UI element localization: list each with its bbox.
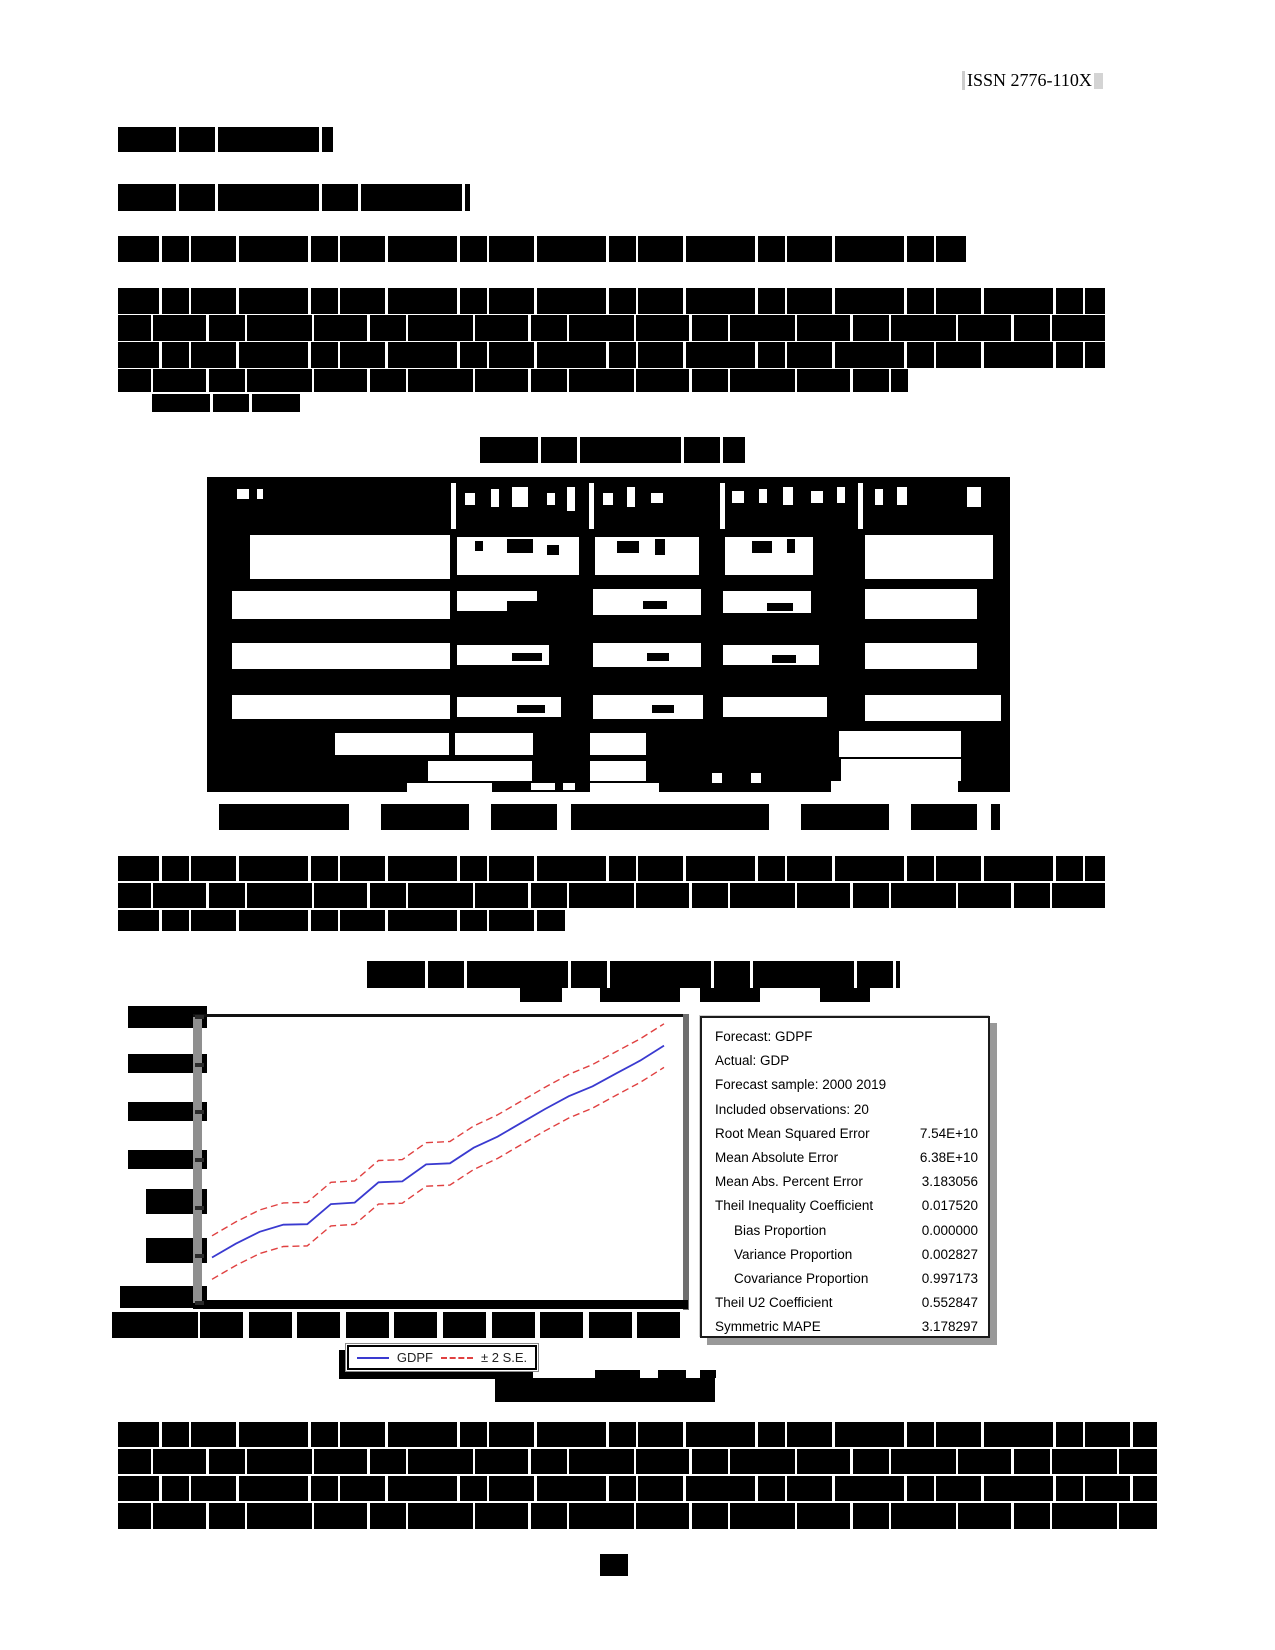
table-cell-gap xyxy=(720,483,725,529)
table-cell-gap xyxy=(455,733,533,755)
table-cell-gap xyxy=(595,537,699,575)
redacted-x-tick-label xyxy=(297,1312,340,1338)
redacted-table-cell xyxy=(507,601,539,611)
table-cell-gap xyxy=(875,489,883,505)
stat-value: 0.552847 xyxy=(921,1295,978,1311)
table-cell-gap xyxy=(590,733,646,755)
stats-row xyxy=(715,1315,978,1339)
redacted-x-tick-label xyxy=(443,1312,486,1338)
redacted-figure-title xyxy=(600,988,680,1002)
redacted-paragraph-line xyxy=(118,1476,1157,1501)
table-cell-gap xyxy=(237,489,249,499)
redacted-table-title xyxy=(480,437,745,463)
stats-row xyxy=(715,1243,978,1267)
table-cell-gap xyxy=(759,489,767,503)
redacted-table-cell xyxy=(655,539,665,555)
legend-gdpf-label: GDPF xyxy=(396,1350,433,1365)
redacted-table-cell xyxy=(752,541,772,553)
plot-right-border xyxy=(683,1014,689,1310)
redacted-x-tick-label xyxy=(249,1312,292,1338)
table-cell-gap xyxy=(451,483,456,529)
table-cell-gap xyxy=(858,483,863,529)
table-cell-gap xyxy=(712,773,722,783)
stat-label: Covariance Proportion xyxy=(734,1271,869,1287)
table-cell-gap xyxy=(232,591,450,619)
table-cell-gap xyxy=(723,645,819,665)
redacted-paragraph-line xyxy=(118,1449,1157,1474)
table-cell-gap xyxy=(865,643,977,669)
table-cell-gap xyxy=(457,697,561,717)
table-cell-gap xyxy=(491,489,499,507)
redacted-paragraph-line xyxy=(118,883,1105,908)
table-cell-gap xyxy=(651,493,663,503)
redacted-paragraph-line xyxy=(118,315,1105,341)
stat-label: Mean Abs. Percent Error xyxy=(715,1174,863,1190)
stats-actual-name: Actual: GDP xyxy=(715,1053,790,1069)
table-cell-gap xyxy=(232,695,450,719)
redacted-paragraph-line xyxy=(118,288,1105,314)
stat-value: 6.38E+10 xyxy=(919,1150,978,1166)
legend-se-label: ± 2 S.E. xyxy=(480,1350,528,1365)
stat-label: Theil U2 Coefficient xyxy=(715,1295,833,1311)
redacted-figure-title xyxy=(367,961,900,988)
redacted-paragraph-line xyxy=(118,1422,1157,1447)
table-cell-gap xyxy=(428,761,532,781)
redacted-paragraph-line xyxy=(118,856,1105,881)
redacted-figure-title xyxy=(700,988,760,1002)
table-cell-gap xyxy=(567,487,575,511)
issn-header xyxy=(962,70,1103,91)
table-cell-gap xyxy=(839,731,961,757)
stats-row xyxy=(715,1267,978,1291)
redacted-table-cell xyxy=(617,541,639,553)
stat-label: Symmetric MAPE xyxy=(715,1319,821,1335)
redacted-table-cell xyxy=(772,655,796,663)
redacted-paragraph-line xyxy=(118,910,565,931)
redacted-table-cell xyxy=(547,545,559,555)
table-cell-gap xyxy=(531,783,555,790)
table-cell-gap xyxy=(783,487,793,505)
table-cell-gap xyxy=(837,487,845,503)
redacted-x-tick-label xyxy=(540,1312,583,1338)
table-cell-gap xyxy=(335,733,449,755)
table-cell-gap xyxy=(590,761,646,781)
stat-value: 7.54E+10 xyxy=(919,1125,978,1141)
stat-label: Mean Absolute Error xyxy=(715,1150,839,1166)
table-cell-gap xyxy=(865,535,993,579)
se-upper-line xyxy=(212,1024,664,1236)
redacted-x-tick-label xyxy=(589,1312,632,1338)
redacted-page-number xyxy=(600,1554,628,1576)
table-cell-gap xyxy=(250,535,450,579)
redacted-table-cell xyxy=(787,539,795,553)
redacted-table-cell xyxy=(512,653,542,661)
table-cell-gap xyxy=(257,489,263,499)
redacted-x-tick-label xyxy=(346,1312,389,1338)
redacted-table-cell xyxy=(647,653,669,661)
stat-value: 0.017520 xyxy=(921,1198,978,1214)
redacted-paragraph-line xyxy=(118,1503,1157,1529)
chart-legend-inner xyxy=(347,1345,537,1370)
stat-value: 0.997173 xyxy=(921,1271,978,1287)
redacted-figure-caption xyxy=(658,1370,686,1378)
plot-bottom-axis xyxy=(193,1300,688,1309)
table-cell-gap xyxy=(831,781,958,792)
stat-value: 3.183056 xyxy=(921,1174,978,1190)
redacted-table-cell xyxy=(643,601,667,609)
paragraph-mark-icon xyxy=(1094,73,1103,89)
redacted-table-cell xyxy=(507,539,533,553)
y-axis-tick xyxy=(195,1301,204,1305)
stats-forecast-name: Forecast: GDPF xyxy=(715,1029,813,1044)
redacted-paragraph-line xyxy=(118,369,908,392)
redacted-x-tick-label xyxy=(112,1312,198,1338)
stat-label: Bias Proportion xyxy=(734,1222,827,1238)
redacted-figure-caption xyxy=(595,1370,640,1378)
redacted-paragraph-line xyxy=(118,342,1105,368)
stats-row xyxy=(715,1122,978,1146)
redacted-heading xyxy=(118,127,333,152)
redacted-table-cell xyxy=(652,705,674,713)
issn-text: ISSN 2776-110X xyxy=(967,70,1092,90)
table-cell-gap xyxy=(589,483,594,529)
stats-row xyxy=(715,1170,978,1194)
stat-label: Root Mean Squared Error xyxy=(715,1125,870,1141)
redacted-line xyxy=(118,236,966,262)
redacted-table-cell xyxy=(475,541,483,551)
table-cell-gap xyxy=(865,695,1001,721)
redacted-table-footer xyxy=(219,804,1000,830)
redacted-figure-caption xyxy=(495,1378,715,1402)
redacted-x-tick-label xyxy=(492,1312,535,1338)
table-cell-gap xyxy=(841,759,961,781)
table-cell-gap xyxy=(232,643,450,669)
table-cell-gap xyxy=(512,487,528,507)
forecast-chart xyxy=(202,1017,683,1300)
table-cell-gap xyxy=(603,493,613,505)
redacted-x-tick-label xyxy=(637,1312,680,1338)
chart-legend xyxy=(345,1343,539,1372)
table-cell-gap xyxy=(967,487,981,507)
redacted-figure-caption xyxy=(700,1370,716,1378)
table-cell-gap xyxy=(723,697,827,717)
table-cell-gap xyxy=(407,783,492,792)
stat-value: 0.000000 xyxy=(921,1222,978,1238)
stat-label: Variance Proportion xyxy=(734,1246,853,1262)
table-cell-gap xyxy=(865,589,977,619)
gdpf-line xyxy=(212,1046,664,1258)
redacted-table-cell xyxy=(767,603,793,611)
table-cell-gap xyxy=(590,783,659,792)
redacted-figure-title xyxy=(520,988,562,1002)
table-cell-gap xyxy=(811,491,823,503)
redacted-x-tick-label xyxy=(200,1312,243,1338)
redacted-x-tick-label xyxy=(394,1312,437,1338)
se-lower-line xyxy=(212,1067,664,1279)
stats-row xyxy=(715,1291,978,1315)
paragraph-mark-icon xyxy=(962,71,965,90)
stats-observations: Included observations: 20 xyxy=(715,1101,869,1117)
redacted-table xyxy=(207,477,1010,792)
se-dashed-swatch-icon xyxy=(441,1357,473,1359)
table-cell-gap xyxy=(751,773,761,783)
table-cell-gap xyxy=(465,493,475,505)
stat-label: Theil Inequality Coefficient xyxy=(715,1198,874,1214)
redacted-paragraph-line xyxy=(152,394,300,412)
stats-row xyxy=(715,1219,978,1243)
stats-row xyxy=(715,1194,978,1218)
stat-value: 0.002827 xyxy=(921,1246,978,1262)
redacted-figure-title xyxy=(820,988,870,1002)
table-cell-gap xyxy=(732,491,744,503)
stats-row xyxy=(715,1146,978,1170)
table-cell-gap xyxy=(593,695,703,719)
table-cell-gap xyxy=(563,783,575,790)
table-cell-gap xyxy=(627,487,635,507)
forecast-stats-box xyxy=(700,1016,990,1338)
table-cell-gap xyxy=(547,493,555,505)
stats-sample: Forecast sample: 2000 2019 xyxy=(715,1077,887,1093)
stat-value: 3.178297 xyxy=(921,1319,978,1335)
table-cell-gap xyxy=(897,487,907,505)
redacted-heading xyxy=(118,184,470,211)
redacted-table-cell xyxy=(517,705,545,713)
gdpf-line-swatch-icon xyxy=(357,1357,389,1359)
